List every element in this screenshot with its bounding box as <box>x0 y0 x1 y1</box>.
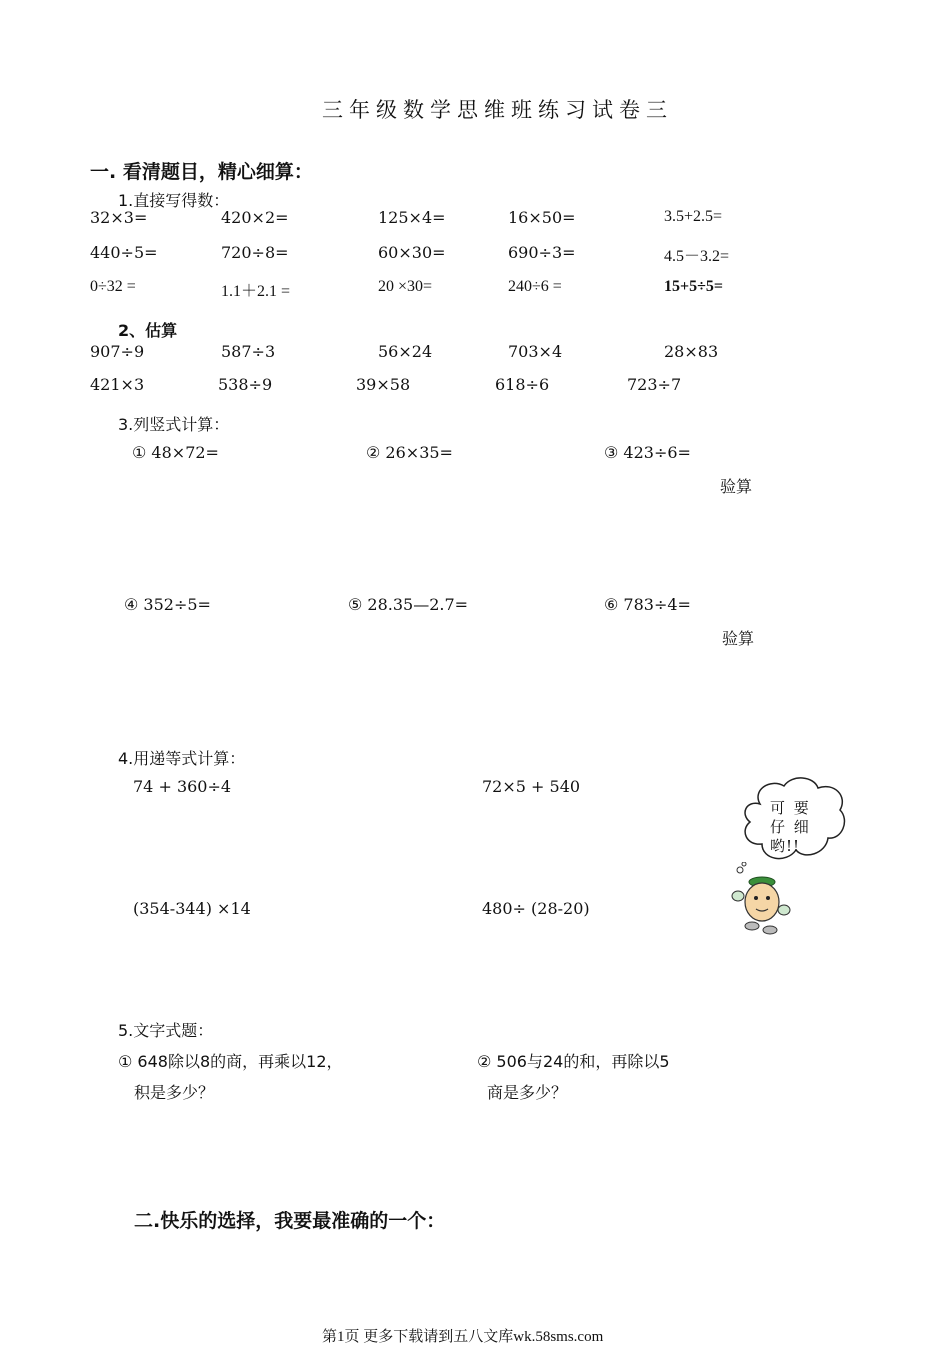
word-problem-1-question: 积是多少？ <box>134 1083 215 1102</box>
calc-item: 240÷6 = <box>508 278 562 295</box>
check-label: 验算 <box>722 629 755 648</box>
stepwise-item: 72×5 + 540 <box>482 777 581 796</box>
estimate-item: 28×83 <box>664 342 719 361</box>
estimate-item: 538÷9 <box>218 375 273 394</box>
calc-item: 20 ×30= <box>378 278 433 295</box>
part-3-label: 3.列竖式计算： <box>118 415 230 434</box>
section-1-heading: 一. 看清题目，精心细算： <box>90 161 313 183</box>
calc-item: 4.5－3.2= <box>664 248 730 265</box>
estimate-item: 39×58 <box>356 375 411 394</box>
part-2-label: 2、估算 <box>118 321 178 340</box>
bubble-line: 哟!! <box>770 837 801 855</box>
stepwise-item: (354-344) ×14 <box>133 899 251 918</box>
estimate-item: 421×3 <box>90 375 145 394</box>
calc-item: 420×2= <box>221 208 289 227</box>
part-5-label: 5.文字式题： <box>118 1021 214 1040</box>
calc-item: 60×30= <box>378 243 446 262</box>
calc-item: 16×50= <box>508 208 576 227</box>
part-1-label: 1.直接写得数： <box>118 191 230 210</box>
estimate-item: 703×4 <box>508 342 563 361</box>
vertical-calc-item: ④ 352÷5= <box>124 595 211 614</box>
bubble-line: 仔 细 <box>770 818 811 836</box>
word-problem-2: ② 506与24的和，再除以5 <box>477 1052 670 1071</box>
estimate-item: 907÷9 <box>90 342 145 361</box>
calc-item: 440÷5= <box>90 243 158 262</box>
vertical-calc-item: ② 26×35= <box>366 443 453 462</box>
vertical-calc-item: ⑤ 28.35—2.7= <box>348 595 469 614</box>
estimate-item: 723÷7 <box>627 375 682 394</box>
cartoon-icon <box>726 862 792 936</box>
calc-item: 720÷8= <box>221 243 289 262</box>
estimate-item: 618÷6 <box>495 375 550 394</box>
check-label: 验算 <box>720 477 753 496</box>
part-4-label: 4.用递等式计算： <box>118 749 246 768</box>
calc-item: 3.5+2.5= <box>664 208 723 225</box>
cartoon-character <box>726 862 792 936</box>
word-problem-1: ① 648除以8的商，再乘以12， <box>118 1052 343 1071</box>
section-2-heading: 二.快乐的选择，我要最准确的一个： <box>134 1210 446 1232</box>
stepwise-item: 480÷ (28-20) <box>482 899 590 918</box>
vertical-calc-item: ⑥ 783÷4= <box>604 595 691 614</box>
calc-item: 0÷32 = <box>90 278 136 295</box>
vertical-calc-item: ① 48×72= <box>132 443 219 462</box>
word-problem-2-question: 商是多少？ <box>487 1083 568 1102</box>
page-footer: 第1页 更多下载请到五八文库wk.58sms.com <box>322 1329 604 1345</box>
stepwise-item: 74 + 360÷4 <box>133 777 232 796</box>
calc-item: 15+5÷5= <box>664 278 724 295</box>
bubble-line: 可 要 <box>770 799 811 817</box>
estimate-item: 56×24 <box>378 342 433 361</box>
calc-item: 1.1＋2.1 = <box>221 283 291 300</box>
calc-item: 690÷3= <box>508 243 576 262</box>
estimate-item: 587÷3 <box>221 342 276 361</box>
vertical-calc-item: ③ 423÷6= <box>604 443 691 462</box>
calc-item: 125×4= <box>378 208 446 227</box>
page-title: 三年级数学思维班练习试卷三 <box>322 98 673 122</box>
calc-item: 32×3= <box>90 208 148 227</box>
